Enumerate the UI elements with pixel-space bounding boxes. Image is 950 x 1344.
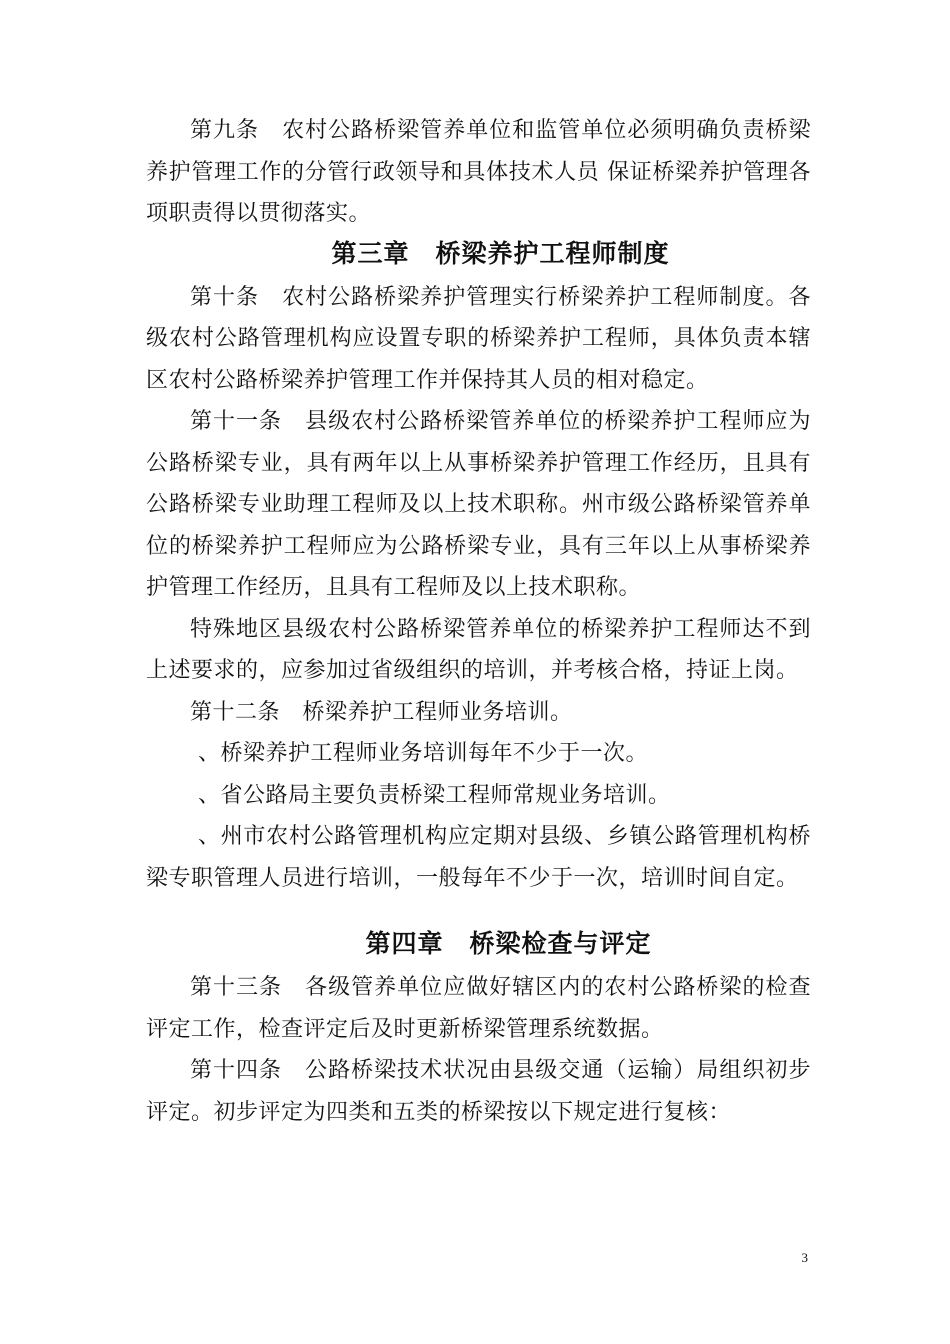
special-area-clause: 特殊地区县级农村公路桥梁管养单位的桥梁养护工程师达不到上述要求的，应参加过省级组织的培训，并考核合格，持证上岗。 xyxy=(146,616,811,683)
chapter-4-title: 第四章 桥梁检查与评定 xyxy=(365,929,652,958)
article-12-item-2: 、省公路局主要负责桥梁工程师常规业务培训。 xyxy=(198,782,671,808)
article-10: 第十条 农村公路桥梁养护管理实行桥梁养护工程师制度。各级农村公路管理机构应设置专职的桥梁养护工程师，具体负责本辖区农村公路桥梁养护管理工作并保持其人员的相对稳定。 xyxy=(146,284,811,393)
page-number: 3 xyxy=(801,1250,808,1265)
article-14: 第十四条 公路桥梁技术状况由县级交通（运输）局组织初步评定。初步评定为四类和五类的桥梁按以下规定进行复核： xyxy=(146,1058,811,1125)
article-12: 第十二条 桥梁养护工程师业务培训。 xyxy=(190,699,573,725)
article-11: 第十一条 县级农村公路桥梁管养单位的桥梁养护工程师应为公路桥梁专业，具有两年以上从事桥梁养护管理工作经历，且具有公路桥梁专业助理工程师及以上技术职称。州市级公路桥梁管养单位的桥梁养护工程师应为公路桥梁专业，具有三年以上从事桥梁养护管理工作经历，且具有工程师及以上技术职称。 xyxy=(146,409,811,600)
article-13: 第十三条 各级管养单位应做好辖区内的农村公路桥梁的检查评定工作，检查评定后及时更新桥梁管理系统数据。 xyxy=(146,975,811,1042)
chapter-3-title: 第三章 桥梁养护工程师制度 xyxy=(331,238,670,268)
article-9: 第九条 农村公路桥梁管养单位和监管单位必须明确负责桥梁养护管理工作的分管行政领导和具体技术人员 保证桥梁养护管理各项职责得以贯彻落实。 xyxy=(146,118,811,226)
document-body xyxy=(146,110,811,1133)
article-12-item-1: 、桥梁养护工程师业务培训每年不少于一次。 xyxy=(198,741,649,766)
article-12-item-3: 、州市农村公路管理机构应定期对县级、乡镇公路管理机构桥梁专职管理人员进行培训，一般每年不少于一次，培训时间自定。 xyxy=(146,824,811,891)
